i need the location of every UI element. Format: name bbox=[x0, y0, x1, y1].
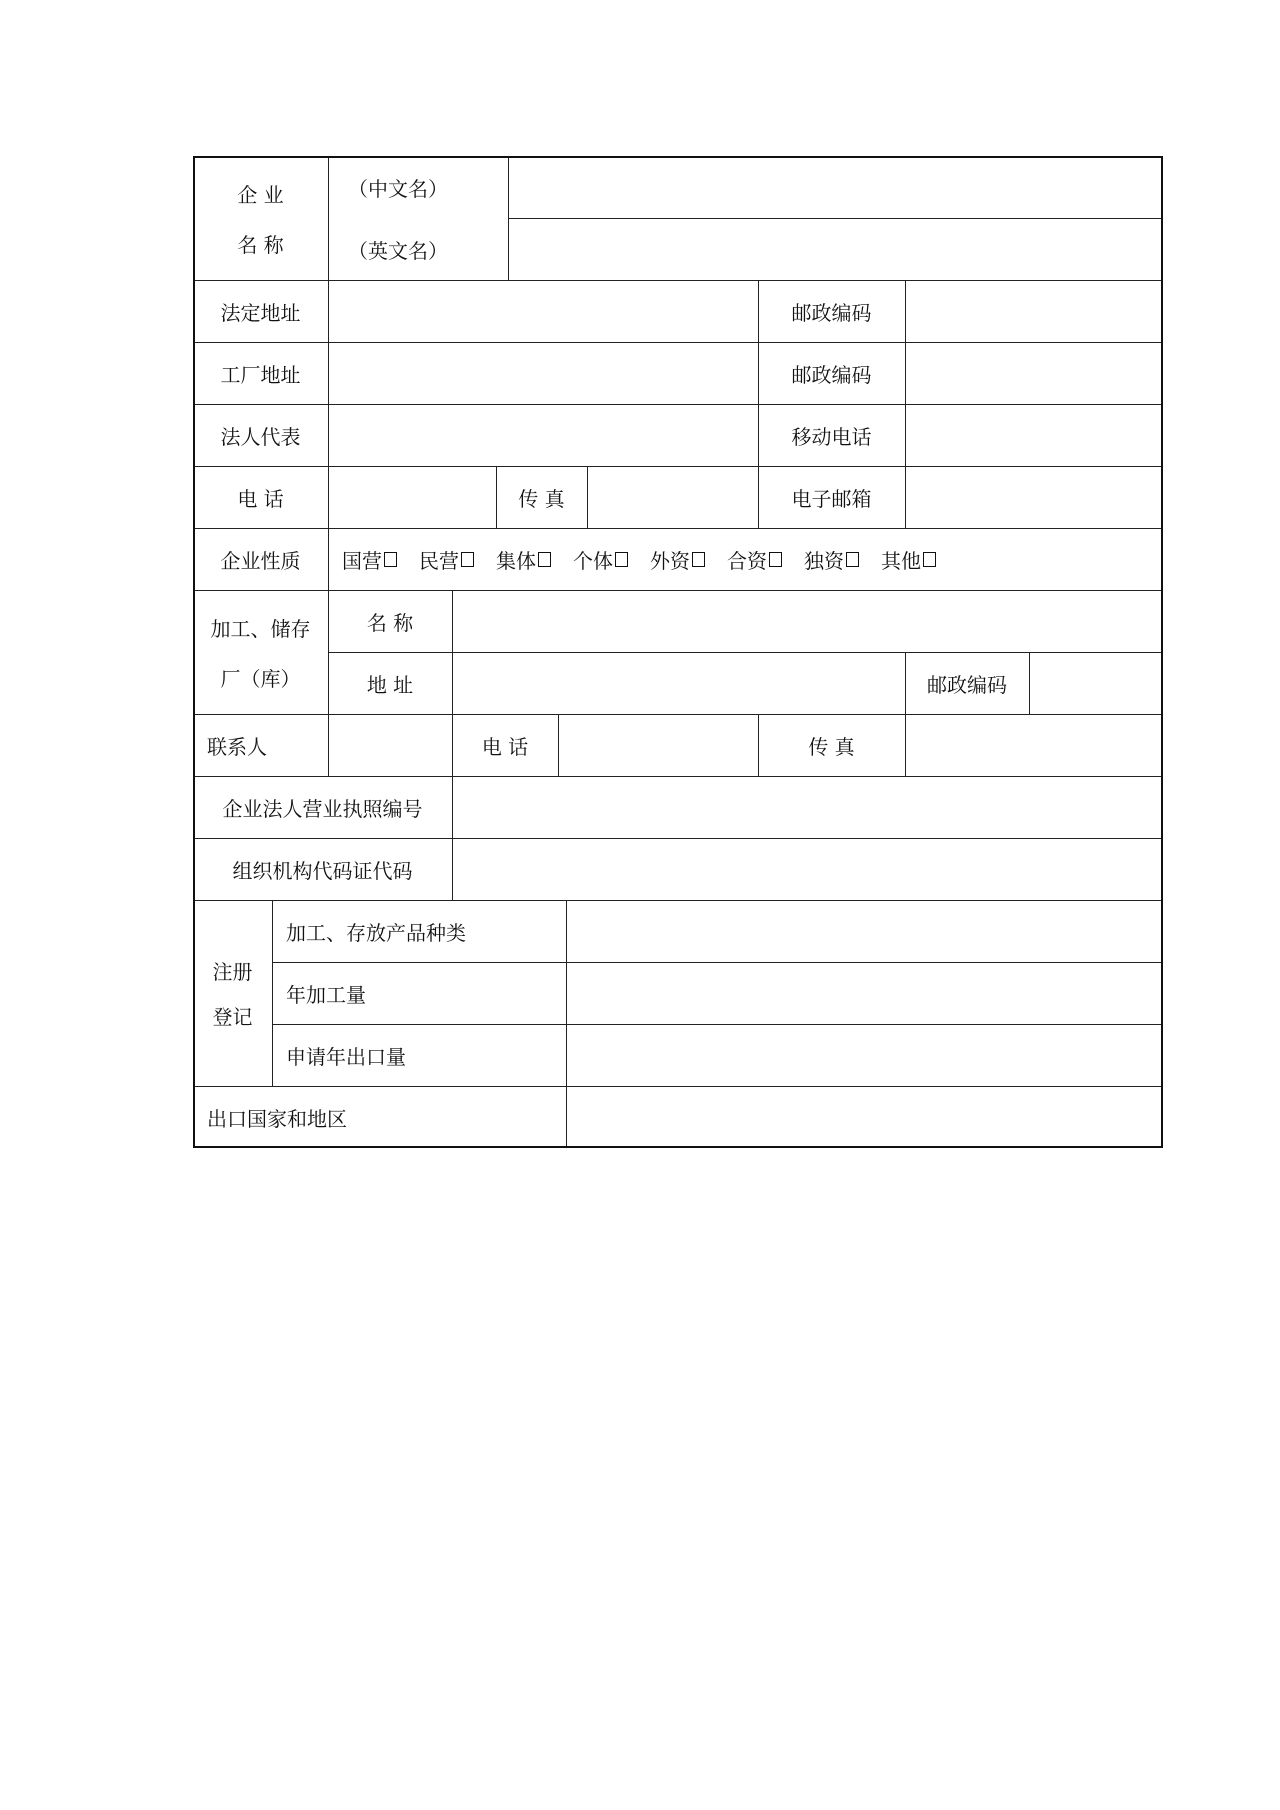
contact-label: 联系人 bbox=[207, 734, 267, 759]
nature-option-label: 国营 bbox=[342, 548, 382, 573]
registration-label-line2: 登记 bbox=[212, 1005, 253, 1029]
nature-option-label: 独资 bbox=[804, 548, 844, 573]
grid-line bbox=[758, 466, 759, 528]
license-field[interactable] bbox=[452, 776, 1163, 838]
warehouse-name-field[interactable] bbox=[452, 590, 1163, 652]
grid-line bbox=[452, 590, 453, 900]
company-name-label bbox=[193, 156, 328, 280]
nature-option[interactable] bbox=[573, 545, 628, 574]
factory-postcode-field[interactable] bbox=[905, 342, 1163, 404]
checkbox[interactable] bbox=[692, 552, 705, 567]
grid-line bbox=[193, 714, 1163, 715]
checkbox[interactable] bbox=[615, 552, 628, 567]
warehouse-label-line2: 厂（库） bbox=[220, 666, 301, 691]
company-name-label-line2: 名 称 bbox=[237, 232, 284, 257]
warehouse-name-label: 名 称 bbox=[366, 610, 414, 635]
nature-option[interactable] bbox=[881, 545, 936, 574]
email-field[interactable] bbox=[905, 466, 1163, 528]
grid-line bbox=[272, 900, 273, 1086]
grid-line bbox=[193, 280, 1163, 281]
grid-line bbox=[193, 776, 1163, 777]
grid-line bbox=[558, 714, 559, 776]
export-applied-field[interactable] bbox=[566, 1024, 1163, 1086]
grid-line bbox=[566, 900, 567, 1148]
legal-postcode-label: 邮政编码 bbox=[791, 300, 872, 325]
grid-line bbox=[328, 652, 1163, 653]
warehouse-label bbox=[193, 590, 328, 714]
grid-line bbox=[508, 156, 509, 280]
grid-line bbox=[508, 218, 1163, 219]
grid-line bbox=[496, 466, 497, 528]
mobile-label: 移动电话 bbox=[791, 424, 872, 449]
phone-field[interactable] bbox=[328, 466, 496, 528]
grid-line bbox=[905, 714, 906, 776]
grid-line bbox=[758, 714, 759, 776]
fax-field[interactable] bbox=[587, 466, 758, 528]
nature-option-label: 合资 bbox=[727, 548, 767, 573]
warehouse-postcode-field[interactable] bbox=[1029, 652, 1163, 714]
contact-phone-field[interactable] bbox=[558, 714, 758, 776]
nature-option[interactable] bbox=[342, 545, 397, 574]
grid-line bbox=[193, 342, 1163, 343]
nature-option[interactable] bbox=[804, 545, 859, 574]
english-name-field[interactable] bbox=[508, 218, 1163, 280]
nature-option-label: 个体 bbox=[573, 548, 613, 573]
contact-field[interactable] bbox=[328, 714, 452, 776]
annual-output-label: 年加工量 bbox=[286, 982, 366, 1007]
grid-line bbox=[193, 590, 1163, 591]
grid-line bbox=[905, 280, 906, 466]
legal-address-field[interactable] bbox=[328, 280, 758, 342]
grid-line bbox=[905, 466, 906, 528]
nature-option-label: 外资 bbox=[650, 548, 690, 573]
org-code-field[interactable] bbox=[452, 838, 1163, 900]
grid-line bbox=[328, 590, 329, 776]
factory-address-label: 工厂地址 bbox=[220, 362, 301, 387]
grid-line bbox=[587, 466, 588, 528]
registration-label bbox=[193, 900, 272, 1086]
legal-rep-field[interactable] bbox=[328, 404, 758, 466]
company-name-label-line1: 企 业 bbox=[237, 182, 284, 207]
grid-line bbox=[193, 838, 1163, 839]
fax-label: 传 真 bbox=[518, 486, 565, 511]
chinese-name-label: （中文名） bbox=[348, 176, 448, 201]
license-label: 企业法人营业执照编号 bbox=[222, 796, 423, 821]
nature-option[interactable] bbox=[727, 545, 782, 574]
product-types-field[interactable] bbox=[566, 900, 1163, 962]
checkbox[interactable] bbox=[846, 552, 859, 567]
checkbox[interactable] bbox=[461, 552, 474, 567]
grid-line bbox=[193, 1086, 1163, 1087]
legal-rep-label: 法人代表 bbox=[220, 424, 301, 449]
chinese-name-field[interactable] bbox=[508, 156, 1163, 218]
checkbox[interactable] bbox=[538, 552, 551, 567]
product-types-label: 加工、存放产品种类 bbox=[286, 920, 466, 945]
grid-line bbox=[193, 528, 1163, 529]
nature-option[interactable] bbox=[650, 545, 705, 574]
nature-option[interactable] bbox=[496, 545, 551, 574]
registration-label-line1: 注册 bbox=[212, 960, 253, 984]
nature-option[interactable] bbox=[419, 545, 474, 574]
nature-option-label: 民营 bbox=[419, 548, 459, 573]
contact-fax-field[interactable] bbox=[905, 714, 1163, 776]
grid-line bbox=[272, 962, 1163, 963]
nature-label: 企业性质 bbox=[220, 548, 301, 573]
nature-options bbox=[328, 528, 1163, 590]
org-code-label: 组织机构代码证代码 bbox=[232, 858, 413, 883]
factory-address-field[interactable] bbox=[328, 342, 758, 404]
contact-phone-label: 电 话 bbox=[481, 734, 529, 759]
warehouse-address-field[interactable] bbox=[452, 652, 905, 714]
annual-output-field[interactable] bbox=[566, 962, 1163, 1024]
legal-address-label: 法定地址 bbox=[220, 300, 301, 325]
checkbox[interactable] bbox=[769, 552, 782, 567]
warehouse-address-label: 地 址 bbox=[366, 672, 414, 697]
warehouse-label-line1: 加工、储存 bbox=[210, 616, 311, 641]
checkbox[interactable] bbox=[923, 552, 936, 567]
mobile-field[interactable] bbox=[905, 404, 1163, 466]
grid-line bbox=[758, 280, 759, 466]
phone-label: 电 话 bbox=[237, 486, 284, 511]
registration-form bbox=[193, 156, 1163, 1148]
checkbox[interactable] bbox=[384, 552, 397, 567]
grid-line bbox=[1029, 652, 1030, 714]
export-applied-label: 申请年出口量 bbox=[286, 1044, 406, 1069]
warehouse-postcode-label: 邮政编码 bbox=[927, 672, 1007, 697]
export-regions-field[interactable] bbox=[566, 1086, 1163, 1148]
nature-option-label: 集体 bbox=[496, 548, 536, 573]
grid-line bbox=[193, 404, 1163, 405]
grid-line bbox=[193, 900, 1163, 901]
grid-line bbox=[272, 1024, 1163, 1025]
english-name-label: （英文名） bbox=[348, 238, 448, 263]
contact-fax-label: 传 真 bbox=[808, 734, 855, 759]
grid-line bbox=[328, 156, 329, 590]
grid-line bbox=[905, 652, 906, 714]
email-label: 电子邮箱 bbox=[791, 486, 872, 511]
factory-postcode-label: 邮政编码 bbox=[791, 362, 872, 387]
grid-line bbox=[193, 466, 1163, 467]
export-regions-label: 出口国家和地区 bbox=[207, 1106, 347, 1131]
legal-postcode-field[interactable] bbox=[905, 280, 1163, 342]
nature-option-label: 其他 bbox=[881, 548, 921, 573]
